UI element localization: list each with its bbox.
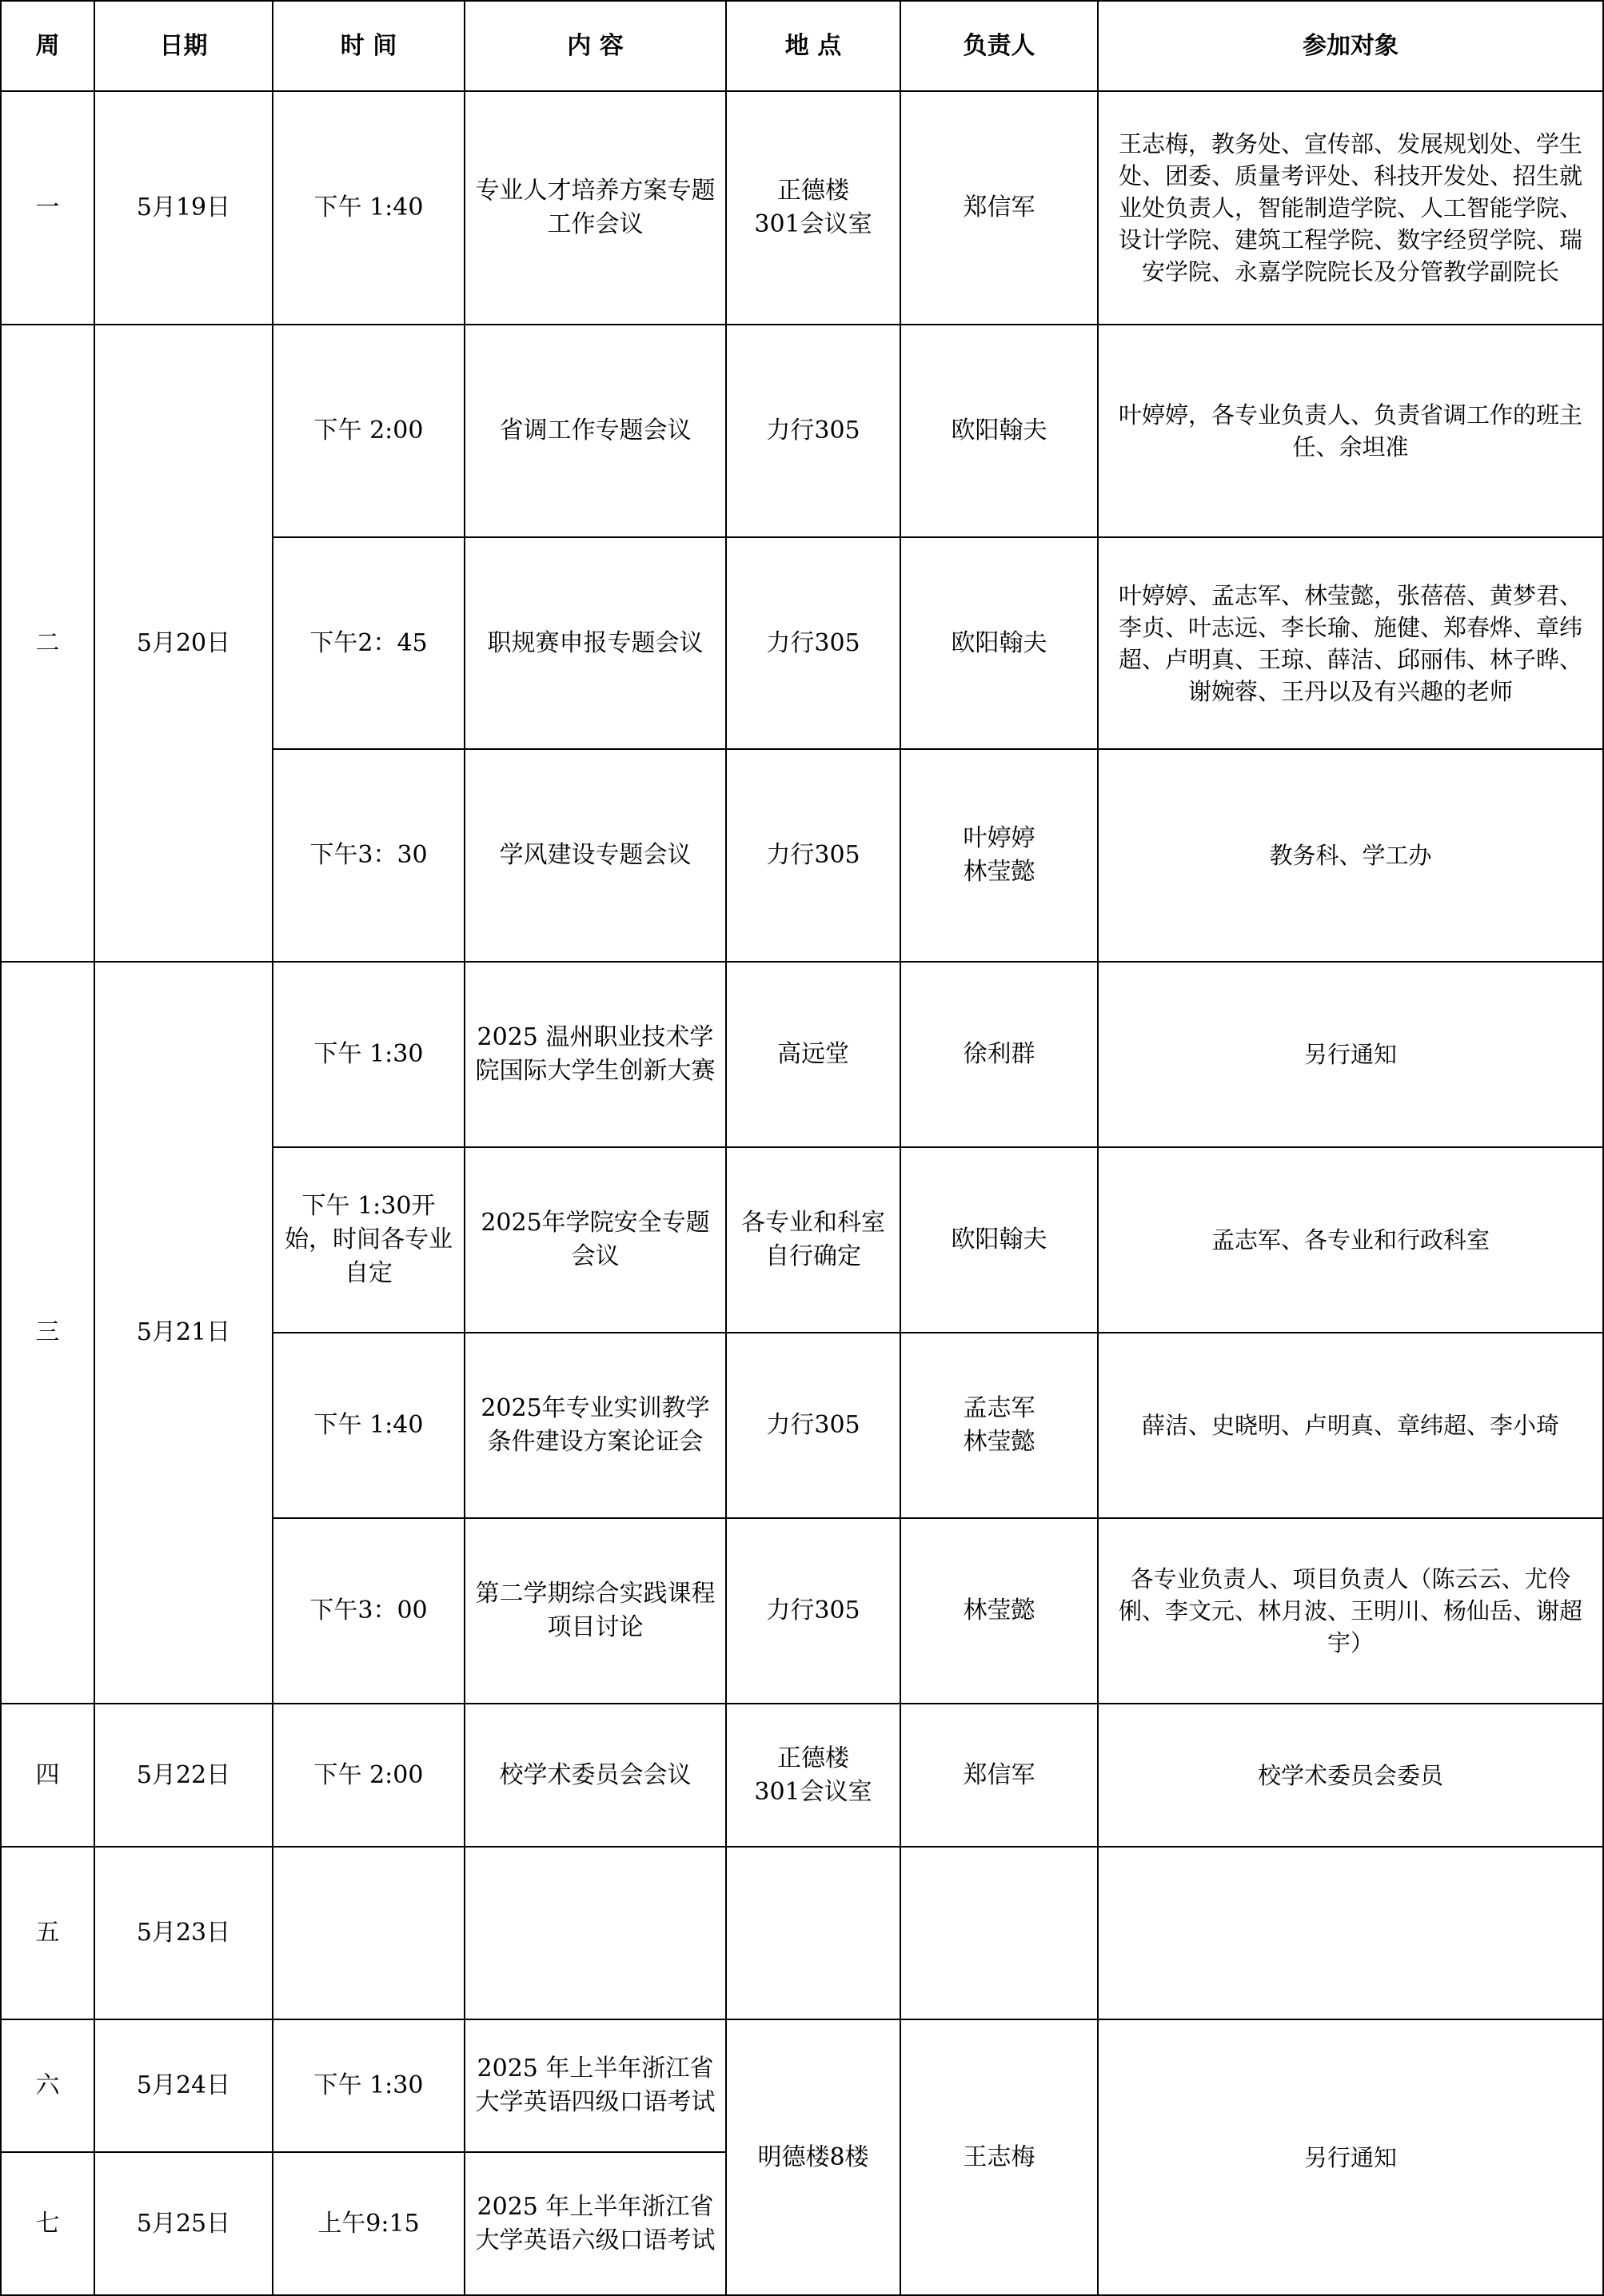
- header-location: 地 点: [726, 1, 900, 91]
- owner-cell: [900, 537, 1098, 749]
- owner-line: 郑信军: [963, 193, 1035, 221]
- date-cell: 5月25日: [94, 2152, 273, 2295]
- owner-line: 林莹懿: [963, 1428, 1035, 1456]
- owner-cell: [900, 1147, 1098, 1333]
- table-row: [1, 325, 1603, 537]
- owner-cell: [900, 91, 1098, 325]
- location-line: 力行305: [766, 1411, 860, 1439]
- content-cell: 专业人才培养方案专题工作会议: [465, 91, 726, 325]
- content-cell: 2025 温州职业技术学院国际大学生创新大赛: [465, 962, 726, 1147]
- location-line: 力行305: [766, 628, 860, 657]
- location-cell: [726, 1518, 900, 1704]
- week-cell: 五: [1, 1847, 94, 2019]
- location-cell: [726, 1847, 900, 2019]
- location-line: 各专业和科室自行确定: [741, 1209, 885, 1270]
- header-owner: 负责人: [900, 1, 1098, 91]
- time-cell: 下午2：45: [273, 537, 465, 749]
- table-row: [1, 1704, 1603, 1847]
- week-cell: 一: [1, 91, 94, 325]
- header-row: [1, 1, 1603, 91]
- table-row: [1, 91, 1603, 325]
- location-line: 301会议室: [754, 210, 872, 238]
- date-cell: 5月22日: [94, 1704, 273, 1847]
- header-time: 时 间: [273, 1, 465, 91]
- owner-line: 林莹懿: [963, 1596, 1035, 1624]
- location-line: 正德楼: [777, 1744, 849, 1772]
- table-row: [1, 2019, 1603, 2152]
- location-line: 明德楼8楼: [757, 2143, 869, 2171]
- location-line: 301会议室: [754, 1777, 872, 1806]
- participants-cell: 叶婷婷，各专业负责人、负责省调工作的班主任、余坦准: [1098, 325, 1603, 537]
- content-cell: 职规赛申报专题会议: [465, 537, 726, 749]
- header-week: 周: [1, 1, 94, 91]
- location-cell: [726, 537, 900, 749]
- participants-cell: 另行通知: [1098, 962, 1603, 1147]
- header-date: 日期: [94, 1, 273, 91]
- participants-cell: 校学术委员会委员: [1098, 1704, 1603, 1847]
- header-content: 内 容: [465, 1, 726, 91]
- time-cell: 下午3：30: [273, 749, 465, 962]
- location-line: 力行305: [766, 1596, 860, 1624]
- owner-cell: [900, 1333, 1098, 1518]
- participants-cell: 孟志军、各专业和行政科室: [1098, 1147, 1603, 1333]
- location-cell: [726, 1147, 900, 1333]
- week-cell: 三: [1, 962, 94, 1704]
- participants-cell: 薛洁、史晓明、卢明真、章纬超、李小琦: [1098, 1333, 1603, 1518]
- date-cell: 5月24日: [94, 2019, 273, 2152]
- owner-line: 叶婷婷: [963, 824, 1035, 852]
- content-cell: 第二学期综合实践课程项目讨论: [465, 1518, 726, 1704]
- owner-line: 欧阳翰夫: [951, 1226, 1047, 1254]
- owner-cell: [900, 325, 1098, 537]
- owner-cell: [900, 1847, 1098, 2019]
- location-cell: [726, 325, 900, 537]
- week-cell: 四: [1, 1704, 94, 1847]
- week-cell: 二: [1, 325, 94, 962]
- time-cell: 下午 1:40: [273, 91, 465, 325]
- owner-line: 欧阳翰夫: [951, 628, 1047, 657]
- time-cell: 下午 1:30: [273, 962, 465, 1147]
- time-cell: 下午 2:00: [273, 325, 465, 537]
- participants-cell: 教务科、学工办: [1098, 749, 1603, 962]
- location-cell: [726, 749, 900, 962]
- date-cell: 5月21日: [94, 962, 273, 1704]
- participants-cell: 王志梅，教务处、宣传部、发展规划处、学生处、团委、质量考评处、科技开发处、招生就业处负责人，智能制造学院、人工智能学院、设计学院、建筑工程学院、数字经贸学院、瑞安学院、永嘉学院院长及分管教学副院长: [1098, 91, 1603, 325]
- location-line: 正德楼: [777, 177, 849, 205]
- week-cell: 七: [1, 2152, 94, 2295]
- location-cell: [726, 91, 900, 325]
- owner-cell: [900, 962, 1098, 1147]
- owner-line: 林莹懿: [963, 858, 1035, 886]
- owner-cell: [900, 749, 1098, 962]
- content-cell: [465, 1847, 726, 2019]
- location-cell: [726, 1704, 900, 1847]
- owner-cell: [900, 1518, 1098, 1704]
- time-cell: 下午 1:30开始，时间各专业自定: [273, 1147, 465, 1333]
- owner-line: 郑信军: [963, 1760, 1035, 1789]
- location-cell: [726, 2019, 900, 2295]
- owner-line: 欧阳翰夫: [951, 417, 1047, 444]
- time-cell: [273, 1847, 465, 2019]
- content-cell: 2025年专业实训教学条件建设方案论证会: [465, 1333, 726, 1518]
- location-cell: [726, 962, 900, 1147]
- owner-line: 徐利群: [963, 1040, 1035, 1068]
- table-row: [1, 1847, 1603, 2019]
- header-participants: 参加对象: [1098, 1, 1603, 91]
- time-cell: 下午3：00: [273, 1518, 465, 1704]
- location-cell: [726, 1333, 900, 1518]
- content-cell: 省调工作专题会议: [465, 325, 726, 537]
- date-cell: 5月19日: [94, 91, 273, 325]
- owner-cell: [900, 2019, 1098, 2295]
- participants-cell: 另行通知: [1098, 2019, 1603, 2295]
- location-line: 高远堂: [777, 1040, 849, 1068]
- time-cell: 上午9:15: [273, 2152, 465, 2295]
- participants-cell: 叶婷婷、孟志军、林莹懿，张蓓蓓、黄梦君、李贞、叶志远、李长瑜、施健、郑春烨、章纬超、卢明真、王琼、薛洁、邱丽伟、林子晔、谢婉蓉、王丹以及有兴趣的老师: [1098, 537, 1603, 749]
- table-row: [1, 962, 1603, 1147]
- content-cell: 2025 年上半年浙江省大学英语六级口语考试: [465, 2152, 726, 2295]
- time-cell: 下午 1:30: [273, 2019, 465, 2152]
- time-cell: 下午 1:40: [273, 1333, 465, 1518]
- date-cell: 5月20日: [94, 325, 273, 962]
- owner-line: 王志梅: [963, 2143, 1035, 2171]
- content-cell: 学风建设专题会议: [465, 749, 726, 962]
- owner-line: 孟志军: [963, 1394, 1035, 1422]
- location-line: 力行305: [766, 841, 860, 869]
- time-cell: 下午 2:00: [273, 1704, 465, 1847]
- content-cell: 2025 年上半年浙江省大学英语四级口语考试: [465, 2019, 726, 2152]
- participants-cell: [1098, 1847, 1603, 2019]
- owner-cell: [900, 1704, 1098, 1847]
- content-cell: 2025年学院安全专题会议: [465, 1147, 726, 1333]
- location-line: 力行305: [766, 417, 860, 444]
- date-cell: 5月23日: [94, 1847, 273, 2019]
- participants-cell: 各专业负责人、项目负责人（陈云云、尤伶俐、李文元、林月波、王明川、杨仙岳、谢超宇）: [1098, 1518, 1603, 1704]
- content-cell: 校学术委员会会议: [465, 1704, 726, 1847]
- week-cell: 六: [1, 2019, 94, 2152]
